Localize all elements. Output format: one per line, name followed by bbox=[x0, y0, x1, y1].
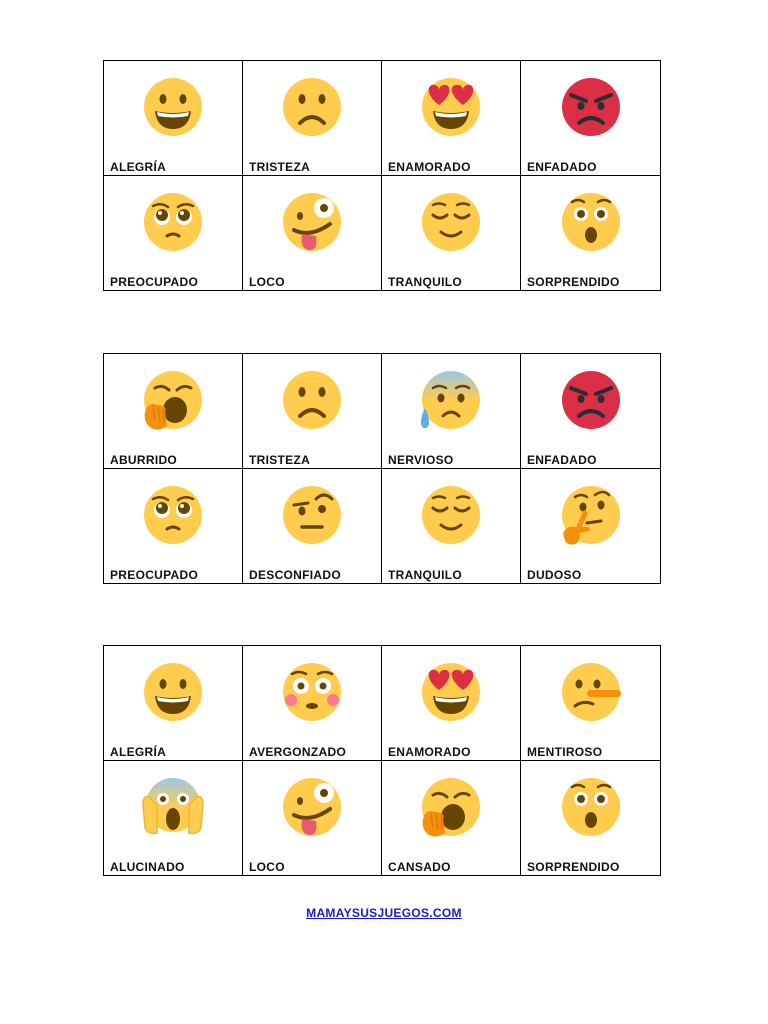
emotion-card bbox=[243, 469, 382, 584]
emotion-card bbox=[243, 176, 382, 291]
astonished-face-icon bbox=[559, 775, 623, 839]
lying-face-icon bbox=[559, 660, 623, 724]
emotion-card bbox=[382, 646, 521, 761]
grinning-face-icon bbox=[141, 75, 205, 139]
emotion-card bbox=[104, 646, 243, 761]
emotion-label: DESCONFIADO bbox=[249, 568, 341, 582]
emotion-card bbox=[521, 61, 660, 176]
emotion-label: TRANQUILO bbox=[388, 568, 463, 582]
emotion-label: ALUCINADO bbox=[110, 860, 185, 874]
relieved-face-icon bbox=[419, 190, 483, 254]
astonished-face-icon bbox=[559, 190, 623, 254]
emotion-card bbox=[243, 354, 382, 469]
emotion-label: ENFADADO bbox=[527, 452, 597, 467]
emotion-board-2 bbox=[103, 353, 661, 584]
pleading-face-icon bbox=[141, 190, 205, 254]
emotion-card bbox=[243, 646, 382, 761]
yawning-face-icon bbox=[419, 775, 483, 839]
angry-face-icon bbox=[559, 368, 623, 432]
emotion-label: CANSADO bbox=[388, 860, 451, 874]
flushed-face-icon bbox=[280, 660, 344, 724]
emotion-card bbox=[382, 354, 521, 469]
emotion-board-1 bbox=[103, 60, 661, 291]
emotion-label: LOCO bbox=[249, 275, 285, 289]
frowning-face-icon bbox=[280, 368, 344, 432]
emotion-label: TRISTEZA bbox=[249, 159, 311, 174]
emotion-card bbox=[243, 61, 382, 176]
emotion-label: ENAMORADO bbox=[388, 744, 471, 759]
frowning-face-icon bbox=[280, 75, 344, 139]
emotion-label: ALEGRÍA bbox=[110, 159, 167, 174]
emotion-label: NERVIOSO bbox=[388, 452, 454, 467]
emotion-card bbox=[382, 176, 521, 291]
emotion-label: SORPRENDIDO bbox=[527, 860, 620, 874]
screaming-face-icon bbox=[141, 775, 205, 839]
emotion-label: SORPRENDIDO bbox=[527, 275, 620, 289]
relieved-face-icon bbox=[419, 483, 483, 547]
anxious-sweat-face-icon bbox=[419, 368, 483, 432]
emotion-card bbox=[104, 469, 243, 584]
yawning-face-icon bbox=[141, 368, 205, 432]
heart-eyes-face-icon bbox=[419, 75, 483, 139]
pleading-face-icon bbox=[141, 483, 205, 547]
raised-eyebrow-face-icon bbox=[280, 483, 344, 547]
emotion-card bbox=[104, 761, 243, 876]
emotion-card bbox=[521, 646, 660, 761]
zany-face-icon bbox=[280, 775, 344, 839]
emotion-card bbox=[104, 61, 243, 176]
emotion-label: TRISTEZA bbox=[249, 452, 311, 467]
site-link[interactable]: MAMAYSUSJUEGOS.COM bbox=[306, 906, 462, 920]
emotion-label: TRANQUILO bbox=[388, 275, 463, 289]
emotion-card bbox=[382, 761, 521, 876]
emotion-label: PREOCUPADO bbox=[110, 568, 199, 582]
emotion-card bbox=[521, 176, 660, 291]
emotion-card bbox=[521, 354, 660, 469]
emotion-card bbox=[521, 469, 660, 584]
emotion-card bbox=[382, 61, 521, 176]
thinking-face-icon bbox=[559, 483, 623, 547]
emotion-label: PREOCUPADO bbox=[110, 275, 199, 289]
emotion-label: ENFADADO bbox=[527, 159, 597, 174]
emotion-card bbox=[382, 469, 521, 584]
emotion-label: ALEGRÍA bbox=[110, 744, 167, 759]
emotion-card bbox=[104, 354, 243, 469]
emotion-label: AVERGONZADO bbox=[249, 744, 347, 759]
emotion-card bbox=[104, 176, 243, 291]
emotion-card bbox=[243, 761, 382, 876]
zany-face-icon bbox=[280, 190, 344, 254]
emotion-card bbox=[521, 761, 660, 876]
heart-eyes-face-icon bbox=[419, 660, 483, 724]
emotion-label: LOCO bbox=[249, 860, 285, 874]
emotion-label: ABURRIDO bbox=[110, 452, 178, 467]
angry-face-icon bbox=[559, 75, 623, 139]
emotion-label: DUDOSO bbox=[527, 568, 582, 582]
grinning-face-icon bbox=[141, 660, 205, 724]
emotion-label: ENAMORADO bbox=[388, 159, 471, 174]
emotion-label: MENTIROSO bbox=[527, 744, 603, 759]
emotion-board-3 bbox=[103, 645, 661, 876]
